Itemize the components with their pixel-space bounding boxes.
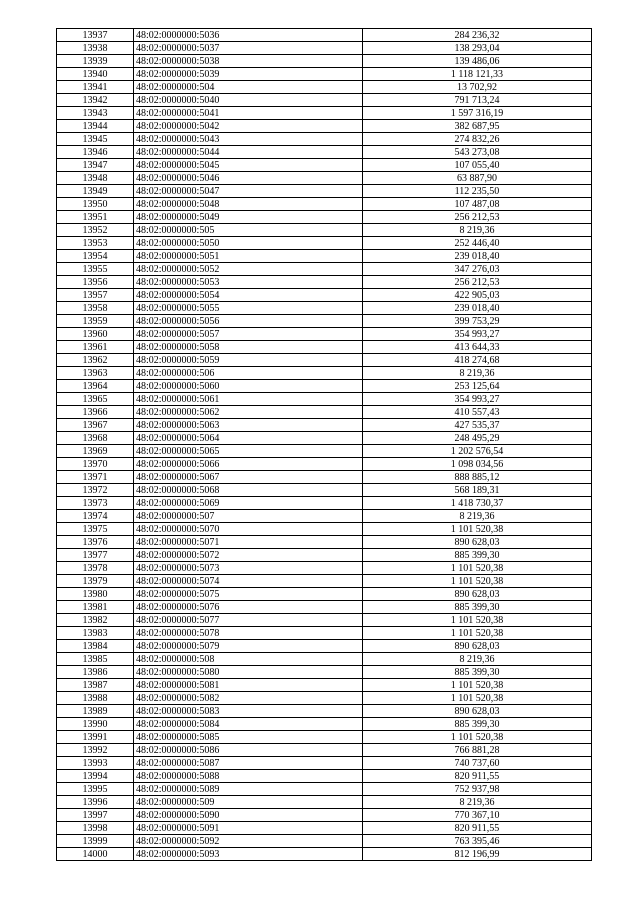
row-number-cell: 13971 — [57, 471, 134, 484]
cadastral-value-cell: 763 395,46 — [363, 835, 592, 848]
cadastral-value-cell: 8 219,36 — [363, 224, 592, 237]
table-row — [57, 627, 592, 640]
cadastral-value-cell: 354 993,27 — [363, 328, 592, 341]
cadastral-number-cell: 48:02:0000000:5045 — [134, 159, 363, 172]
cadastral-number-cell: 48:02:0000000:5070 — [134, 523, 363, 536]
table-row — [57, 770, 592, 783]
cadastral-value-cell: 1 101 520,38 — [363, 614, 592, 627]
table-row — [57, 757, 592, 770]
table-row — [57, 146, 592, 159]
table-row — [57, 81, 592, 94]
table-row — [57, 848, 592, 861]
row-number-cell: 13945 — [57, 133, 134, 146]
table-row — [57, 614, 592, 627]
cadastral-value-cell: 770 367,10 — [363, 809, 592, 822]
table-row — [57, 55, 592, 68]
cadastral-number-cell: 48:02:0000000:5047 — [134, 185, 363, 198]
cadastral-value-cell: 820 911,55 — [363, 822, 592, 835]
cadastral-number-cell: 48:02:0000000:5066 — [134, 458, 363, 471]
table-row — [57, 289, 592, 302]
cadastral-value-cell: 1 118 121,33 — [363, 68, 592, 81]
row-number-cell: 13979 — [57, 575, 134, 588]
cadastral-number-cell: 48:02:0000000:508 — [134, 653, 363, 666]
row-number-cell: 13995 — [57, 783, 134, 796]
row-number-cell: 13952 — [57, 224, 134, 237]
table-row — [57, 445, 592, 458]
cadastral-number-cell: 48:02:0000000:5092 — [134, 835, 363, 848]
row-number-cell: 13972 — [57, 484, 134, 497]
row-number-cell: 13956 — [57, 276, 134, 289]
table-row — [57, 835, 592, 848]
row-number-cell: 13955 — [57, 263, 134, 276]
cadastral-number-cell: 48:02:0000000:5093 — [134, 848, 363, 861]
row-number-cell: 13965 — [57, 393, 134, 406]
cadastral-number-cell: 48:02:0000000:5089 — [134, 783, 363, 796]
row-number-cell: 13941 — [57, 81, 134, 94]
cadastral-number-cell: 48:02:0000000:5078 — [134, 627, 363, 640]
cadastral-number-cell: 48:02:0000000:5064 — [134, 432, 363, 445]
cadastral-value-cell: 752 937,98 — [363, 783, 592, 796]
cadastral-number-cell: 48:02:0000000:5057 — [134, 328, 363, 341]
table-row — [57, 250, 592, 263]
row-number-cell: 13942 — [57, 94, 134, 107]
cadastral-value-cell: 885 399,30 — [363, 718, 592, 731]
cadastral-value-cell: 13 702,92 — [363, 81, 592, 94]
cadastral-number-cell: 48:02:0000000:5061 — [134, 393, 363, 406]
row-number-cell: 13994 — [57, 770, 134, 783]
cadastral-value-cell: 112 235,50 — [363, 185, 592, 198]
row-number-cell: 13939 — [57, 55, 134, 68]
cadastral-value-cell: 63 887,90 — [363, 172, 592, 185]
cadastral-value-cell: 1 101 520,38 — [363, 523, 592, 536]
row-number-cell: 13946 — [57, 146, 134, 159]
row-number-cell: 13937 — [57, 29, 134, 42]
cadastral-number-cell: 48:02:0000000:5091 — [134, 822, 363, 835]
cadastral-value-cell: 890 628,03 — [363, 588, 592, 601]
cadastral-number-cell: 48:02:0000000:5080 — [134, 666, 363, 679]
row-number-cell: 13960 — [57, 328, 134, 341]
table-row — [57, 666, 592, 679]
cadastral-number-cell: 48:02:0000000:5065 — [134, 445, 363, 458]
cadastral-value-cell: 885 399,30 — [363, 666, 592, 679]
cadastral-value-cell: 252 446,40 — [363, 237, 592, 250]
cadastral-number-cell: 48:02:0000000:5073 — [134, 562, 363, 575]
cadastral-value-cell: 543 273,08 — [363, 146, 592, 159]
cadastral-number-cell: 48:02:0000000:5062 — [134, 406, 363, 419]
table-row — [57, 718, 592, 731]
cadastral-number-cell: 48:02:0000000:5067 — [134, 471, 363, 484]
table-row — [57, 224, 592, 237]
cadastral-number-cell: 48:02:0000000:5072 — [134, 549, 363, 562]
cadastral-value-cell: 256 212,53 — [363, 211, 592, 224]
row-number-cell: 13987 — [57, 679, 134, 692]
cadastral-value-cell: 107 487,08 — [363, 198, 592, 211]
table-row — [57, 367, 592, 380]
cadastral-value-table — [56, 28, 592, 861]
row-number-cell: 13943 — [57, 107, 134, 120]
cadastral-number-cell: 48:02:0000000:507 — [134, 510, 363, 523]
cadastral-value-cell: 1 597 316,19 — [363, 107, 592, 120]
row-number-cell: 13993 — [57, 757, 134, 770]
row-number-cell: 13974 — [57, 510, 134, 523]
cadastral-number-cell: 48:02:0000000:5054 — [134, 289, 363, 302]
table-row — [57, 42, 592, 55]
row-number-cell: 13954 — [57, 250, 134, 263]
row-number-cell: 13940 — [57, 68, 134, 81]
row-number-cell: 13973 — [57, 497, 134, 510]
cadastral-number-cell: 48:02:0000000:5069 — [134, 497, 363, 510]
row-number-cell: 13966 — [57, 406, 134, 419]
cadastral-value-cell: 418 274,68 — [363, 354, 592, 367]
cadastral-number-cell: 48:02:0000000:5051 — [134, 250, 363, 263]
cadastral-value-cell: 890 628,03 — [363, 640, 592, 653]
table-row — [57, 29, 592, 42]
row-number-cell: 13977 — [57, 549, 134, 562]
table-row — [57, 536, 592, 549]
table-row — [57, 679, 592, 692]
cadastral-value-cell: 354 993,27 — [363, 393, 592, 406]
cadastral-number-cell: 48:02:0000000:5049 — [134, 211, 363, 224]
cadastral-number-cell: 48:02:0000000:505 — [134, 224, 363, 237]
row-number-cell: 13959 — [57, 315, 134, 328]
table-row — [57, 705, 592, 718]
row-number-cell: 13964 — [57, 380, 134, 393]
table-row — [57, 120, 592, 133]
row-number-cell: 13944 — [57, 120, 134, 133]
row-number-cell: 13978 — [57, 562, 134, 575]
table-row — [57, 133, 592, 146]
cadastral-value-cell: 399 753,29 — [363, 315, 592, 328]
cadastral-value-cell: 1 101 520,38 — [363, 692, 592, 705]
table-row — [57, 562, 592, 575]
table-row — [57, 809, 592, 822]
cadastral-value-cell: 138 293,04 — [363, 42, 592, 55]
row-number-cell: 13951 — [57, 211, 134, 224]
cadastral-number-cell: 48:02:0000000:5071 — [134, 536, 363, 549]
row-number-cell: 13961 — [57, 341, 134, 354]
cadastral-value-cell: 568 189,31 — [363, 484, 592, 497]
table-row — [57, 484, 592, 497]
cadastral-value-cell: 1 101 520,38 — [363, 731, 592, 744]
cadastral-value-cell: 1 098 034,56 — [363, 458, 592, 471]
cadastral-number-cell: 48:02:0000000:5081 — [134, 679, 363, 692]
cadastral-value-cell: 239 018,40 — [363, 302, 592, 315]
table-row — [57, 107, 592, 120]
cadastral-value-cell: 347 276,03 — [363, 263, 592, 276]
cadastral-number-cell: 48:02:0000000:5075 — [134, 588, 363, 601]
cadastral-value-cell: 766 881,28 — [363, 744, 592, 757]
cadastral-number-cell: 48:02:0000000:5074 — [134, 575, 363, 588]
cadastral-value-cell: 427 535,37 — [363, 419, 592, 432]
table-row — [57, 419, 592, 432]
cadastral-number-cell: 48:02:0000000:5042 — [134, 120, 363, 133]
cadastral-value-cell: 1 101 520,38 — [363, 562, 592, 575]
row-number-cell: 14000 — [57, 848, 134, 861]
table-row — [57, 172, 592, 185]
cadastral-value-cell: 791 713,24 — [363, 94, 592, 107]
cadastral-value-cell: 820 911,55 — [363, 770, 592, 783]
cadastral-value-cell: 885 399,30 — [363, 549, 592, 562]
row-number-cell: 13997 — [57, 809, 134, 822]
row-number-cell: 13998 — [57, 822, 134, 835]
table-row — [57, 458, 592, 471]
table-row — [57, 640, 592, 653]
cadastral-number-cell: 48:02:0000000:5076 — [134, 601, 363, 614]
table-row — [57, 354, 592, 367]
table-row — [57, 432, 592, 445]
table-row — [57, 601, 592, 614]
cadastral-number-cell: 48:02:0000000:5041 — [134, 107, 363, 120]
cadastral-number-cell: 48:02:0000000:5084 — [134, 718, 363, 731]
cadastral-value-cell: 1 101 520,38 — [363, 627, 592, 640]
table-row — [57, 523, 592, 536]
cadastral-number-cell: 48:02:0000000:5055 — [134, 302, 363, 315]
row-number-cell: 13996 — [57, 796, 134, 809]
table-row — [57, 185, 592, 198]
row-number-cell: 13968 — [57, 432, 134, 445]
row-number-cell: 13980 — [57, 588, 134, 601]
cadastral-value-cell: 885 399,30 — [363, 601, 592, 614]
cadastral-value-cell: 8 219,36 — [363, 510, 592, 523]
cadastral-value-cell: 248 495,29 — [363, 432, 592, 445]
cadastral-number-cell: 48:02:0000000:5037 — [134, 42, 363, 55]
row-number-cell: 13985 — [57, 653, 134, 666]
cadastral-value-cell: 888 885,12 — [363, 471, 592, 484]
table-row — [57, 393, 592, 406]
row-number-cell: 13983 — [57, 627, 134, 640]
cadastral-number-cell: 48:02:0000000:5082 — [134, 692, 363, 705]
cadastral-number-cell: 48:02:0000000:5044 — [134, 146, 363, 159]
cadastral-number-cell: 48:02:0000000:5079 — [134, 640, 363, 653]
table-row — [57, 198, 592, 211]
cadastral-number-cell: 48:02:0000000:5085 — [134, 731, 363, 744]
table-row — [57, 510, 592, 523]
cadastral-number-cell: 48:02:0000000:5036 — [134, 29, 363, 42]
cadastral-value-cell: 8 219,36 — [363, 796, 592, 809]
cadastral-value-cell: 107 055,40 — [363, 159, 592, 172]
row-number-cell: 13982 — [57, 614, 134, 627]
cadastral-value-cell: 1 101 520,38 — [363, 679, 592, 692]
row-number-cell: 13975 — [57, 523, 134, 536]
cadastral-value-cell: 256 212,53 — [363, 276, 592, 289]
table-row — [57, 94, 592, 107]
table-row — [57, 341, 592, 354]
row-number-cell: 13989 — [57, 705, 134, 718]
table-row — [57, 211, 592, 224]
cadastral-number-cell: 48:02:0000000:5059 — [134, 354, 363, 367]
table-row — [57, 588, 592, 601]
table-row — [57, 302, 592, 315]
table-row — [57, 263, 592, 276]
table-row — [57, 744, 592, 757]
row-number-cell: 13999 — [57, 835, 134, 848]
row-number-cell: 13991 — [57, 731, 134, 744]
cadastral-number-cell: 48:02:0000000:5058 — [134, 341, 363, 354]
cadastral-number-cell: 48:02:0000000:5043 — [134, 133, 363, 146]
row-number-cell: 13938 — [57, 42, 134, 55]
cadastral-number-cell: 48:02:0000000:506 — [134, 367, 363, 380]
row-number-cell: 13988 — [57, 692, 134, 705]
table-row — [57, 549, 592, 562]
row-number-cell: 13976 — [57, 536, 134, 549]
cadastral-value-cell: 890 628,03 — [363, 536, 592, 549]
table-row — [57, 796, 592, 809]
row-number-cell: 13958 — [57, 302, 134, 315]
cadastral-number-cell: 48:02:0000000:5040 — [134, 94, 363, 107]
cadastral-value-cell: 239 018,40 — [363, 250, 592, 263]
row-number-cell: 13967 — [57, 419, 134, 432]
cadastral-value-cell: 812 196,99 — [363, 848, 592, 861]
cadastral-number-cell: 48:02:0000000:504 — [134, 81, 363, 94]
cadastral-value-cell: 410 557,43 — [363, 406, 592, 419]
cadastral-number-cell: 48:02:0000000:5083 — [134, 705, 363, 718]
cadastral-number-cell: 48:02:0000000:5088 — [134, 770, 363, 783]
table-row — [57, 237, 592, 250]
cadastral-value-cell: 413 644,33 — [363, 341, 592, 354]
cadastral-number-cell: 48:02:0000000:5068 — [134, 484, 363, 497]
table-row — [57, 575, 592, 588]
cadastral-value-cell: 382 687,95 — [363, 120, 592, 133]
cadastral-number-cell: 48:02:0000000:5050 — [134, 237, 363, 250]
cadastral-value-cell: 740 737,60 — [363, 757, 592, 770]
cadastral-number-cell: 48:02:0000000:5053 — [134, 276, 363, 289]
cadastral-value-cell: 1 101 520,38 — [363, 575, 592, 588]
table-row — [57, 406, 592, 419]
cadastral-number-cell: 48:02:0000000:5048 — [134, 198, 363, 211]
cadastral-number-cell: 48:02:0000000:5060 — [134, 380, 363, 393]
row-number-cell: 13948 — [57, 172, 134, 185]
cadastral-number-cell: 48:02:0000000:5086 — [134, 744, 363, 757]
cadastral-number-cell: 48:02:0000000:5056 — [134, 315, 363, 328]
row-number-cell: 13981 — [57, 601, 134, 614]
cadastral-number-cell: 48:02:0000000:5038 — [134, 55, 363, 68]
table-row — [57, 822, 592, 835]
table-body — [57, 29, 592, 861]
cadastral-value-cell: 139 486,06 — [363, 55, 592, 68]
cadastral-value-cell: 274 832,26 — [363, 133, 592, 146]
cadastral-number-cell: 48:02:0000000:5087 — [134, 757, 363, 770]
cadastral-value-cell: 284 236,32 — [363, 29, 592, 42]
row-number-cell: 13949 — [57, 185, 134, 198]
row-number-cell: 13970 — [57, 458, 134, 471]
cadastral-number-cell: 48:02:0000000:5046 — [134, 172, 363, 185]
cadastral-value-cell: 8 219,36 — [363, 653, 592, 666]
cadastral-number-cell: 48:02:0000000:5063 — [134, 419, 363, 432]
table-row — [57, 68, 592, 81]
row-number-cell: 13953 — [57, 237, 134, 250]
cadastral-number-cell: 48:02:0000000:5077 — [134, 614, 363, 627]
cadastral-value-cell: 890 628,03 — [363, 705, 592, 718]
cadastral-value-cell: 253 125,64 — [363, 380, 592, 393]
row-number-cell: 13984 — [57, 640, 134, 653]
cadastral-value-cell: 1 418 730,37 — [363, 497, 592, 510]
table-row — [57, 471, 592, 484]
row-number-cell: 13969 — [57, 445, 134, 458]
table-row — [57, 276, 592, 289]
cadastral-value-cell: 422 905,03 — [363, 289, 592, 302]
table-row — [57, 328, 592, 341]
row-number-cell: 13950 — [57, 198, 134, 211]
cadastral-value-cell: 8 219,36 — [363, 367, 592, 380]
row-number-cell: 13947 — [57, 159, 134, 172]
row-number-cell: 13986 — [57, 666, 134, 679]
table-row — [57, 159, 592, 172]
table-row — [57, 783, 592, 796]
table-row — [57, 653, 592, 666]
cadastral-number-cell: 48:02:0000000:5090 — [134, 809, 363, 822]
row-number-cell: 13957 — [57, 289, 134, 302]
cadastral-number-cell: 48:02:0000000:5052 — [134, 263, 363, 276]
row-number-cell: 13992 — [57, 744, 134, 757]
table-row — [57, 731, 592, 744]
row-number-cell: 13962 — [57, 354, 134, 367]
cadastral-value-cell: 1 202 576,54 — [363, 445, 592, 458]
table-row — [57, 315, 592, 328]
row-number-cell: 13990 — [57, 718, 134, 731]
table-row — [57, 692, 592, 705]
table-row — [57, 380, 592, 393]
row-number-cell: 13963 — [57, 367, 134, 380]
cadastral-number-cell: 48:02:0000000:5039 — [134, 68, 363, 81]
table-row — [57, 497, 592, 510]
cadastral-number-cell: 48:02:0000000:509 — [134, 796, 363, 809]
